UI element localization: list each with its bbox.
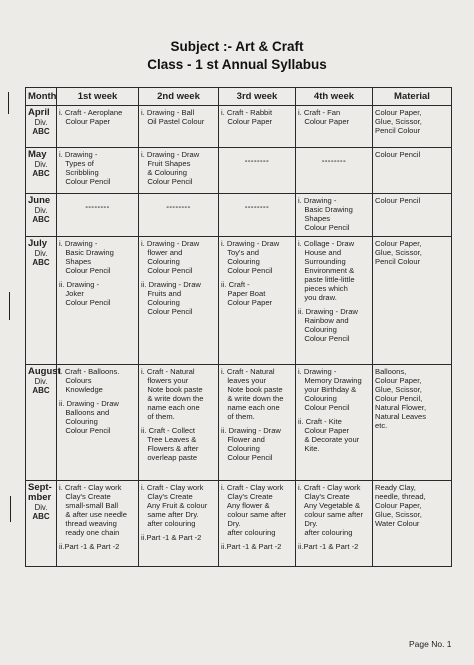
activity-line: i. Drawing - Draw xyxy=(221,239,280,248)
activity-line: Water Colour xyxy=(375,519,420,528)
month-cell xyxy=(26,365,61,481)
month-name: April xyxy=(28,107,50,118)
month-cell xyxy=(26,194,57,237)
activity-line: after colouring xyxy=(298,528,353,537)
material-cell xyxy=(373,106,452,148)
table-row xyxy=(26,194,452,237)
material-cell xyxy=(373,481,452,567)
activity-line: & after use needle xyxy=(59,510,127,519)
activity-line: i. Craft - Clay work xyxy=(59,483,122,492)
activity-line: colour same after xyxy=(298,510,363,519)
week-cell xyxy=(219,481,296,567)
activity-line: Glue, Scissor, xyxy=(375,510,422,519)
activity-line: Kite. xyxy=(298,444,320,453)
activity-line: you draw. xyxy=(298,293,337,302)
div-label: Div. xyxy=(34,377,48,386)
activity-line: ii. Drawing - Draw xyxy=(59,399,119,408)
activity-line: of them. xyxy=(141,412,175,421)
activity-line: Fruit Shapes xyxy=(141,159,191,168)
week-cell xyxy=(57,194,139,237)
activity-line: Colour Pencil xyxy=(59,177,111,186)
activity-line: your Birthday & xyxy=(298,385,357,394)
activity-line: Colours xyxy=(59,376,92,385)
div-label: Div. xyxy=(34,206,48,215)
activity-line: Colour Pencil xyxy=(221,453,273,462)
month-name: Sept- xyxy=(28,482,52,493)
week-cell xyxy=(139,237,219,365)
activity-line: Any flower & xyxy=(221,501,270,510)
activity-line: Colour Paper xyxy=(59,117,111,126)
activity-line: ii.Part -1 & Part -2 xyxy=(298,542,359,551)
activity-line: Joker xyxy=(59,289,84,298)
activity-line: i. Craft - Rabbit xyxy=(221,108,273,117)
week-cell xyxy=(139,106,219,148)
activity-line: Basic Drawing xyxy=(298,205,353,214)
week-cell xyxy=(139,365,219,481)
activity-line: Colour Pencil xyxy=(59,298,111,307)
activity-line: Colouring xyxy=(141,298,180,307)
empty-dash: -------- xyxy=(244,156,270,165)
table-row xyxy=(26,237,452,365)
activity-line: Shapes xyxy=(59,257,92,266)
activity-line: Colouring xyxy=(141,257,180,266)
activity-line: Natural Flower, xyxy=(375,403,427,412)
month-cell xyxy=(26,481,57,567)
activity-line: Glue, Scissor, xyxy=(375,248,422,257)
activity-line: Any Fruit & colour xyxy=(141,501,208,510)
col-header-material: Material xyxy=(373,88,452,106)
section-label: ABC xyxy=(32,386,50,395)
empty-dash: -------- xyxy=(166,202,191,211)
activity-line: i. Drawing - Ball xyxy=(141,108,195,117)
table-row xyxy=(26,106,452,148)
activity-line: Oil Pastel Colour xyxy=(141,117,205,126)
week-cell xyxy=(57,106,139,148)
activity-line: ii. Craft - xyxy=(221,280,250,289)
activity-line: Rainbow and xyxy=(298,316,349,325)
activity-line: Dry. xyxy=(221,519,241,528)
activity-line: after colouring xyxy=(221,528,276,537)
activity-line: Knowledge xyxy=(59,385,103,394)
activity-line: Natural Leaves xyxy=(375,412,427,421)
activity-line: i. Collage - Draw xyxy=(298,239,355,248)
activity-line: i. Drawing - xyxy=(59,239,98,248)
section-label: ABC xyxy=(32,169,50,178)
activity-line: Colour Paper, xyxy=(375,239,422,248)
material-cell xyxy=(373,148,452,194)
table-row xyxy=(26,148,452,194)
activity-line: leaves your xyxy=(221,376,267,385)
activity-line: overleap paste xyxy=(141,453,198,462)
activity-line: Colour Paper xyxy=(221,117,273,126)
activity-line: Colour Pencil xyxy=(298,223,350,232)
month-name: June xyxy=(28,195,51,206)
activity-line: flower and xyxy=(141,248,183,257)
syllabus-table xyxy=(25,87,452,567)
activity-line: ii. Drawing - Draw xyxy=(221,426,281,435)
month-name-cont: mber xyxy=(28,492,52,503)
week-cell xyxy=(296,365,373,481)
activity-line: thread weaving xyxy=(59,519,117,528)
week-cell xyxy=(219,106,296,148)
week-cell xyxy=(57,148,139,194)
activity-line: ready one chain xyxy=(59,528,120,537)
empty-dash: -------- xyxy=(244,202,270,211)
div-label: Div. xyxy=(34,503,48,512)
activity-line: Colour Paper xyxy=(298,426,350,435)
material-cell xyxy=(373,194,452,237)
activity-line: Colour Pencil xyxy=(221,266,273,275)
margin-mark xyxy=(8,92,9,114)
week-cell xyxy=(296,106,373,148)
empty-dash: -------- xyxy=(85,202,110,211)
activity-line: Surrounding xyxy=(298,257,346,266)
month-name: May xyxy=(28,149,47,160)
div-label: Div. xyxy=(34,160,48,169)
activity-line: & write down the xyxy=(141,394,204,403)
activity-line: name each one xyxy=(141,403,200,412)
material-cell xyxy=(373,365,452,481)
month-name: July xyxy=(28,238,48,249)
activity-line: Dry. xyxy=(298,519,318,528)
week-cell xyxy=(57,237,139,365)
margin-mark xyxy=(9,292,10,320)
activity-line: Colour Pencil xyxy=(141,307,193,316)
activity-line: flowers your xyxy=(141,376,189,385)
activity-line: Colour Pencil xyxy=(141,266,193,275)
activity-line: i. Craft - Natural xyxy=(141,367,195,376)
activity-line: Colouring xyxy=(221,444,260,453)
activity-line: Toy's and xyxy=(221,248,260,257)
class-title: Class - 1 st Annual Syllabus xyxy=(147,57,327,72)
activity-line: Basic Drawing xyxy=(59,248,114,257)
activity-line: ii.Part -1 & Part -2 xyxy=(221,542,282,551)
activity-line: Clay's Create xyxy=(59,492,111,501)
col-header-week1: 1st week xyxy=(57,88,139,106)
section-label: ABC xyxy=(32,127,50,136)
activity-line: Shapes xyxy=(298,214,331,223)
activity-line: Ready Clay, xyxy=(375,483,416,492)
week-cell xyxy=(219,237,296,365)
activity-line: Glue, Scissor, xyxy=(375,385,422,394)
activity-line: Colour Paper, xyxy=(375,108,422,117)
activity-line: House and xyxy=(298,248,342,257)
activity-line: Fruits and xyxy=(141,289,182,298)
activity-line: name each one xyxy=(221,403,280,412)
activity-line: Colour Pencil, xyxy=(375,394,423,403)
activity-line: Colour Paper, xyxy=(375,376,422,385)
activity-line: colour same after xyxy=(221,510,286,519)
activity-line: Note book paste xyxy=(221,385,283,394)
month-cell xyxy=(26,106,57,148)
activity-line: Colour Pencil xyxy=(59,266,111,275)
section-label: ABC xyxy=(32,258,50,267)
subject-title: Subject :- Art & Craft xyxy=(170,39,304,54)
week-cell xyxy=(296,481,373,567)
activity-line: i. Craft - Fan xyxy=(298,108,341,117)
activity-line: Glue, Scissor, xyxy=(375,117,422,126)
activity-line: Colour Paper xyxy=(221,298,273,307)
activity-line: Colour Pencil xyxy=(141,177,193,186)
month-name: August xyxy=(28,366,61,377)
activity-line: ii. Drawing - xyxy=(59,280,100,289)
activity-line: Scribbling xyxy=(59,168,99,177)
page-number: Page No. 1 xyxy=(409,639,452,649)
week-cell xyxy=(57,365,139,481)
activity-line: Tree Leaves & xyxy=(141,435,197,444)
week-cell xyxy=(139,194,219,237)
activity-line: Colouring xyxy=(298,325,337,334)
activity-line: ii. Drawing - Draw xyxy=(298,307,358,316)
activity-line: i. Drawing - xyxy=(59,150,98,159)
activity-line: after colouring xyxy=(141,519,196,528)
activity-line: Colouring xyxy=(59,417,98,426)
activity-line: Balloons and xyxy=(59,408,110,417)
activity-line: ii.Part -1 & Part -2 xyxy=(141,533,202,542)
col-header-month: Month xyxy=(26,88,57,106)
activity-line: i. Craft - Aeroplane xyxy=(59,108,123,117)
activity-line: Types of xyxy=(59,159,94,168)
activity-line: Colour Pencil xyxy=(298,334,350,343)
empty-dash: -------- xyxy=(321,156,347,165)
activity-line: of them. xyxy=(221,412,255,421)
activity-line: Flowers & after xyxy=(141,444,199,453)
week-cell xyxy=(296,237,373,365)
activity-line: i. Drawing - xyxy=(298,196,337,205)
table-row xyxy=(26,481,452,567)
activity-line: Colouring xyxy=(221,257,260,266)
month-cell xyxy=(26,148,57,194)
material-cell xyxy=(373,237,452,365)
activity-line: & Decorate your xyxy=(298,435,360,444)
week-cell xyxy=(296,148,373,194)
col-header-week2: 2nd week xyxy=(139,88,219,106)
section-label: ABC xyxy=(32,215,50,224)
activity-line: ii. Craft - Collect xyxy=(141,426,196,435)
col-header-week3: 3rd week xyxy=(219,88,296,106)
activity-line: i. Craft - Clay work xyxy=(141,483,204,492)
table-row xyxy=(26,365,452,481)
week-cell xyxy=(219,148,296,194)
activity-line: i. Drawing - Draw xyxy=(141,150,200,159)
activity-line: Colour Pencil xyxy=(375,150,421,159)
activity-line: i. Craft - Clay work xyxy=(221,483,284,492)
activity-line: Colour Pencil xyxy=(298,403,350,412)
activity-line: Note book paste xyxy=(141,385,203,394)
activity-line: ii. Drawing - Draw xyxy=(141,280,201,289)
activity-line: Colour Pencil xyxy=(59,426,111,435)
activity-line: ii.Part -1 & Part -2 xyxy=(59,542,120,551)
week-cell xyxy=(139,148,219,194)
activity-line: Colouring xyxy=(298,394,337,403)
activity-line: Paper Boat xyxy=(221,289,266,298)
activity-line: Colour Paper, xyxy=(375,501,422,510)
div-label: Div. xyxy=(34,249,48,258)
activity-line: Clay's Create xyxy=(221,492,273,501)
activity-line: Colour Paper xyxy=(298,117,350,126)
activity-line: i. Craft - Clay work xyxy=(298,483,361,492)
activity-line: Flower and xyxy=(221,435,265,444)
activity-line: Memory Drawing xyxy=(298,376,362,385)
activity-line: same after Dry. xyxy=(141,510,199,519)
activity-line: Environment & xyxy=(298,266,355,275)
week-cell xyxy=(219,194,296,237)
activity-line: & write down the xyxy=(221,394,284,403)
activity-line: Clay's Create xyxy=(298,492,350,501)
header-row xyxy=(26,88,452,106)
margin-mark xyxy=(10,496,11,522)
activity-line: Any Vegetable & xyxy=(298,501,361,510)
col-header-week4: 4th week xyxy=(296,88,373,106)
div-label: Div. xyxy=(34,118,48,127)
activity-line: i. Craft - Balloons. xyxy=(59,367,120,376)
activity-line: pieces which xyxy=(298,284,348,293)
activity-line: needle, thread, xyxy=(375,492,426,501)
activity-line: i. Craft - Natural xyxy=(221,367,275,376)
section-label: ABC xyxy=(32,512,50,521)
week-cell xyxy=(219,365,296,481)
activity-line: i. Drawing - Draw xyxy=(141,239,200,248)
activity-line: etc. xyxy=(375,421,388,430)
week-cell xyxy=(57,481,139,567)
activity-line: Balloons, xyxy=(375,367,407,376)
activity-line: i. Drawing - xyxy=(298,367,337,376)
activity-line: Colour Pencil xyxy=(375,196,421,205)
week-cell xyxy=(139,481,219,567)
activity-line: & Colouring xyxy=(141,168,188,177)
activity-line: small-small Ball xyxy=(59,501,119,510)
activity-line: paste little-little xyxy=(298,275,355,284)
activity-line: Pencil Colour xyxy=(375,257,421,266)
activity-line: Pencil Colour xyxy=(375,126,421,135)
week-cell xyxy=(296,194,373,237)
month-cell xyxy=(26,237,57,365)
activity-line: ii. Craft - Kite xyxy=(298,417,342,426)
activity-line: Clay's Create xyxy=(141,492,193,501)
